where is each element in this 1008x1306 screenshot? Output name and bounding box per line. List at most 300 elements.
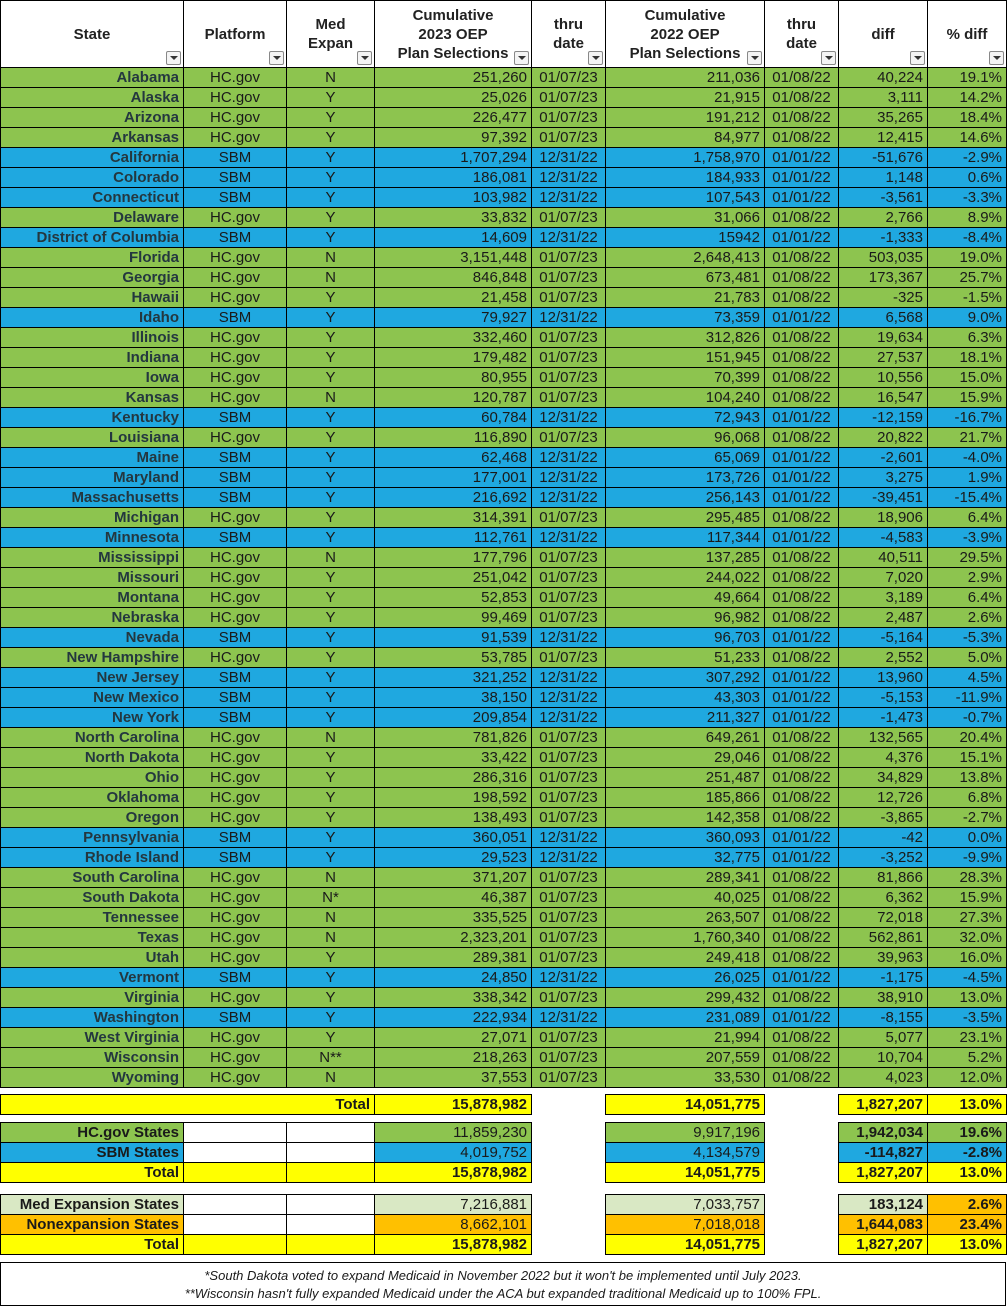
cell-cum-2022[interactable]: 142,358 [606,808,765,828]
cell-platform[interactable]: SBM [184,488,287,508]
cell-state[interactable]: Kentucky [1,408,184,428]
cell-thru-2022[interactable]: 01/08/22 [765,1048,839,1068]
cell-cum-2023[interactable]: 3,151,448 [375,248,532,268]
cell-thru-2023[interactable]: 01/07/23 [532,108,606,128]
cell-diff[interactable]: 3,189 [839,588,928,608]
cell-thru-2022[interactable]: 01/08/22 [765,268,839,288]
cell-diff[interactable]: -1,333 [839,228,928,248]
cell-thru-2023[interactable]: 12/31/22 [532,848,606,868]
cell-thru-2022[interactable]: 01/01/22 [765,168,839,188]
cell-pct-diff[interactable]: 27.3% [928,908,1007,928]
cell-cum-2023[interactable]: 781,826 [375,728,532,748]
cell-platform[interactable]: SBM [184,668,287,688]
cell-state[interactable]: Kansas [1,388,184,408]
cell-cum-2022[interactable]: 673,481 [606,268,765,288]
cell-cum-2022[interactable]: 360,093 [606,828,765,848]
cell-platform[interactable]: HC.gov [184,1068,287,1088]
cell-thru-2022[interactable]: 01/01/22 [765,1008,839,1028]
filter-dropdown-icon[interactable] [357,51,372,65]
cell-platform[interactable]: HC.gov [184,268,287,288]
cell-cum-2022[interactable]: 649,261 [606,728,765,748]
cell-thru-2023[interactable]: 01/07/23 [532,568,606,588]
cell-diff[interactable]: 3,111 [839,88,928,108]
cell-med-expan[interactable]: Y [287,1008,375,1028]
cell-thru-2023[interactable]: 12/31/22 [532,308,606,328]
cell-thru-2023[interactable]: 12/31/22 [532,1008,606,1028]
cell-diff[interactable]: 10,556 [839,368,928,388]
cell-cum-2023[interactable]: 138,493 [375,808,532,828]
cell-platform[interactable]: HC.gov [184,888,287,908]
cell-med-expan[interactable]: Y [287,1028,375,1048]
cell-thru-2022[interactable]: 01/08/22 [765,128,839,148]
cell-platform[interactable]: HC.gov [184,1048,287,1068]
cell-cum-2022[interactable]: 40,025 [606,888,765,908]
cell-diff[interactable]: 3,275 [839,468,928,488]
cell-thru-2022[interactable]: 01/08/22 [765,508,839,528]
cell-cum-2022[interactable]: 96,982 [606,608,765,628]
cell-diff[interactable]: 7,020 [839,568,928,588]
cell-pct-diff[interactable]: 1.9% [928,468,1007,488]
cell-pct-diff[interactable]: 19.1% [928,68,1007,88]
cell-thru-2022[interactable]: 01/08/22 [765,288,839,308]
cell-platform[interactable]: HC.gov [184,88,287,108]
cell-cum-2023[interactable]: 33,832 [375,208,532,228]
cell-thru-2022[interactable]: 01/01/22 [765,528,839,548]
cell-pct-diff[interactable]: 13.0% [928,988,1007,1008]
cell-diff[interactable]: 19,634 [839,328,928,348]
filter-dropdown-icon[interactable] [747,51,762,65]
cell-cum-2022[interactable]: 249,418 [606,948,765,968]
cell-platform[interactable]: SBM [184,848,287,868]
cell-cum-2023[interactable]: 97,392 [375,128,532,148]
cell-thru-2023[interactable]: 12/31/22 [532,528,606,548]
cell-state[interactable]: Tennessee [1,908,184,928]
cell-diff[interactable]: 12,726 [839,788,928,808]
cell-platform[interactable]: HC.gov [184,288,287,308]
cell-platform[interactable]: HC.gov [184,808,287,828]
cell-platform[interactable]: SBM [184,448,287,468]
cell-cum-2023[interactable]: 62,468 [375,448,532,468]
cell-thru-2023[interactable]: 12/31/22 [532,688,606,708]
cell-cum-2022[interactable]: 21,783 [606,288,765,308]
cell-thru-2022[interactable]: 01/08/22 [765,568,839,588]
cell-state[interactable]: Louisiana [1,428,184,448]
cell-med-expan[interactable]: Y [287,148,375,168]
cell-pct-diff[interactable]: 6.4% [928,508,1007,528]
cell-platform[interactable]: SBM [184,628,287,648]
cell-cum-2023[interactable]: 226,477 [375,108,532,128]
cell-med-expan[interactable]: Y [287,428,375,448]
cell-cum-2023[interactable]: 216,692 [375,488,532,508]
filter-dropdown-icon[interactable] [989,51,1004,65]
cell-state[interactable]: Indiana [1,348,184,368]
cell-state[interactable]: Arizona [1,108,184,128]
cell-diff[interactable]: 18,906 [839,508,928,528]
header-thru-2022[interactable]: thru date [765,1,839,68]
cell-pct-diff[interactable]: -9.9% [928,848,1007,868]
cell-platform[interactable]: HC.gov [184,788,287,808]
cell-cum-2023[interactable]: 112,761 [375,528,532,548]
cell-platform[interactable]: SBM [184,1008,287,1028]
cell-med-expan[interactable]: Y [287,308,375,328]
filter-dropdown-icon[interactable] [821,51,836,65]
cell-platform[interactable]: HC.gov [184,348,287,368]
cell-cum-2023[interactable]: 177,796 [375,548,532,568]
cell-med-expan[interactable]: Y [287,348,375,368]
cell-diff[interactable]: 132,565 [839,728,928,748]
cell-cum-2022[interactable]: 43,303 [606,688,765,708]
cell-cum-2023[interactable]: 103,982 [375,188,532,208]
cell-pct-diff[interactable]: 15.9% [928,388,1007,408]
cell-pct-diff[interactable]: 9.0% [928,308,1007,328]
cell-med-expan[interactable]: Y [287,768,375,788]
cell-cum-2023[interactable]: 314,391 [375,508,532,528]
cell-platform[interactable]: HC.gov [184,428,287,448]
cell-thru-2023[interactable]: 01/07/23 [532,88,606,108]
cell-cum-2022[interactable]: 312,826 [606,328,765,348]
cell-med-expan[interactable]: Y [287,528,375,548]
cell-med-expan[interactable]: Y [287,948,375,968]
cell-cum-2022[interactable]: 137,285 [606,548,765,568]
cell-cum-2022[interactable]: 84,977 [606,128,765,148]
cell-med-expan[interactable]: N [287,548,375,568]
cell-state[interactable]: Hawaii [1,288,184,308]
cell-pct-diff[interactable]: -3.5% [928,1008,1007,1028]
cell-platform[interactable]: HC.gov [184,208,287,228]
cell-state[interactable]: South Dakota [1,888,184,908]
cell-diff[interactable]: -3,865 [839,808,928,828]
cell-cum-2023[interactable]: 846,848 [375,268,532,288]
cell-state[interactable]: North Carolina [1,728,184,748]
cell-pct-diff[interactable]: -4.5% [928,968,1007,988]
cell-pct-diff[interactable]: 18.4% [928,108,1007,128]
cell-cum-2022[interactable]: 21,915 [606,88,765,108]
cell-thru-2022[interactable]: 01/08/22 [765,348,839,368]
cell-state[interactable]: Connecticut [1,188,184,208]
cell-platform[interactable]: HC.gov [184,368,287,388]
filter-dropdown-icon[interactable] [269,51,284,65]
header-cum-2023[interactable]: Cumulative 2023 OEP Plan Selections [375,1,532,68]
cell-cum-2022[interactable]: 49,664 [606,588,765,608]
cell-diff[interactable]: 562,861 [839,928,928,948]
cell-med-expan[interactable]: Y [287,508,375,528]
cell-cum-2023[interactable]: 209,854 [375,708,532,728]
cell-state[interactable]: Oregon [1,808,184,828]
cell-platform[interactable]: SBM [184,828,287,848]
cell-state[interactable]: North Dakota [1,748,184,768]
cell-diff[interactable]: -8,155 [839,1008,928,1028]
cell-cum-2022[interactable]: 1,760,340 [606,928,765,948]
cell-thru-2022[interactable]: 01/08/22 [765,908,839,928]
cell-thru-2023[interactable]: 01/07/23 [532,1048,606,1068]
cell-pct-diff[interactable]: 15.9% [928,888,1007,908]
cell-cum-2023[interactable]: 24,850 [375,968,532,988]
cell-med-expan[interactable]: Y [287,368,375,388]
cell-state[interactable]: Massachusetts [1,488,184,508]
cell-thru-2022[interactable]: 01/01/22 [765,668,839,688]
cell-cum-2023[interactable]: 1,707,294 [375,148,532,168]
cell-med-expan[interactable]: N [287,388,375,408]
cell-platform[interactable]: HC.gov [184,748,287,768]
cell-med-expan[interactable]: Y [287,808,375,828]
cell-thru-2023[interactable]: 01/07/23 [532,768,606,788]
cell-thru-2023[interactable]: 12/31/22 [532,468,606,488]
cell-diff[interactable]: -39,451 [839,488,928,508]
cell-thru-2022[interactable]: 01/08/22 [765,808,839,828]
cell-pct-diff[interactable]: 14.6% [928,128,1007,148]
cell-cum-2022[interactable]: 244,022 [606,568,765,588]
cell-diff[interactable]: -51,676 [839,148,928,168]
cell-thru-2023[interactable]: 01/07/23 [532,728,606,748]
cell-cum-2023[interactable]: 25,026 [375,88,532,108]
header-cum-2022[interactable]: Cumulative 2022 OEP Plan Selections [606,1,765,68]
cell-cum-2022[interactable]: 256,143 [606,488,765,508]
cell-cum-2022[interactable]: 72,943 [606,408,765,428]
cell-thru-2023[interactable]: 12/31/22 [532,628,606,648]
cell-diff[interactable]: -3,252 [839,848,928,868]
cell-platform[interactable]: SBM [184,528,287,548]
cell-cum-2023[interactable]: 38,150 [375,688,532,708]
cell-platform[interactable]: SBM [184,408,287,428]
cell-thru-2023[interactable]: 01/07/23 [532,248,606,268]
cell-pct-diff[interactable]: 0.0% [928,828,1007,848]
cell-state[interactable]: Iowa [1,368,184,388]
cell-thru-2022[interactable]: 01/08/22 [765,728,839,748]
cell-state[interactable]: Texas [1,928,184,948]
cell-platform[interactable]: HC.gov [184,948,287,968]
cell-med-expan[interactable]: Y [287,228,375,248]
cell-pct-diff[interactable]: 6.3% [928,328,1007,348]
cell-thru-2022[interactable]: 01/08/22 [765,68,839,88]
cell-thru-2022[interactable]: 01/08/22 [765,388,839,408]
cell-cum-2023[interactable]: 360,051 [375,828,532,848]
cell-thru-2023[interactable]: 01/07/23 [532,68,606,88]
cell-state[interactable]: Michigan [1,508,184,528]
cell-state[interactable]: Florida [1,248,184,268]
cell-state[interactable]: New Hampshire [1,648,184,668]
cell-cum-2023[interactable]: 177,001 [375,468,532,488]
cell-med-expan[interactable]: N [287,268,375,288]
cell-thru-2023[interactable]: 12/31/22 [532,708,606,728]
cell-med-expan[interactable]: Y [287,628,375,648]
cell-state[interactable]: California [1,148,184,168]
cell-cum-2022[interactable]: 15942 [606,228,765,248]
cell-thru-2022[interactable]: 01/08/22 [765,888,839,908]
cell-thru-2022[interactable]: 01/08/22 [765,788,839,808]
cell-diff[interactable]: -4,583 [839,528,928,548]
cell-diff[interactable]: 6,362 [839,888,928,908]
cell-cum-2022[interactable]: 70,399 [606,368,765,388]
cell-state[interactable]: New Jersey [1,668,184,688]
cell-diff[interactable]: 2,552 [839,648,928,668]
cell-state[interactable]: Delaware [1,208,184,228]
cell-state[interactable]: Mississippi [1,548,184,568]
cell-platform[interactable]: HC.gov [184,588,287,608]
cell-pct-diff[interactable]: 15.0% [928,368,1007,388]
cell-cum-2023[interactable]: 251,260 [375,68,532,88]
cell-thru-2022[interactable]: 01/01/22 [765,308,839,328]
cell-thru-2023[interactable]: 12/31/22 [532,968,606,988]
cell-state[interactable]: Utah [1,948,184,968]
cell-thru-2022[interactable]: 01/01/22 [765,228,839,248]
cell-med-expan[interactable]: N [287,728,375,748]
cell-platform[interactable]: HC.gov [184,328,287,348]
cell-cum-2023[interactable]: 120,787 [375,388,532,408]
cell-thru-2022[interactable]: 01/01/22 [765,408,839,428]
cell-thru-2022[interactable]: 01/08/22 [765,928,839,948]
cell-diff[interactable]: -5,164 [839,628,928,648]
cell-thru-2023[interactable]: 01/07/23 [532,328,606,348]
cell-diff[interactable]: -325 [839,288,928,308]
cell-pct-diff[interactable]: 13.8% [928,768,1007,788]
cell-diff[interactable]: 503,035 [839,248,928,268]
cell-med-expan[interactable]: Y [287,588,375,608]
cell-thru-2022[interactable]: 01/01/22 [765,448,839,468]
cell-thru-2023[interactable]: 01/07/23 [532,128,606,148]
cell-state[interactable]: Colorado [1,168,184,188]
cell-cum-2022[interactable]: 51,233 [606,648,765,668]
sort-filter-icon[interactable] [166,51,181,65]
cell-med-expan[interactable]: N [287,1068,375,1088]
cell-diff[interactable]: 1,148 [839,168,928,188]
cell-med-expan[interactable]: Y [287,568,375,588]
cell-diff[interactable]: -2,601 [839,448,928,468]
cell-med-expan[interactable]: Y [287,788,375,808]
cell-diff[interactable]: 39,963 [839,948,928,968]
cell-state[interactable]: Illinois [1,328,184,348]
cell-pct-diff[interactable]: 14.2% [928,88,1007,108]
cell-thru-2023[interactable]: 01/07/23 [532,748,606,768]
cell-state[interactable]: Ohio [1,768,184,788]
cell-cum-2023[interactable]: 116,890 [375,428,532,448]
cell-med-expan[interactable]: Y [287,448,375,468]
cell-pct-diff[interactable]: -0.7% [928,708,1007,728]
cell-platform[interactable]: HC.gov [184,868,287,888]
cell-cum-2023[interactable]: 53,785 [375,648,532,668]
cell-thru-2022[interactable]: 01/08/22 [765,648,839,668]
cell-state[interactable]: Washington [1,1008,184,1028]
cell-diff[interactable]: 10,704 [839,1048,928,1068]
cell-state[interactable]: Alabama [1,68,184,88]
cell-platform[interactable]: SBM [184,148,287,168]
cell-pct-diff[interactable]: -4.0% [928,448,1007,468]
cell-thru-2022[interactable]: 01/08/22 [765,948,839,968]
cell-platform[interactable]: HC.gov [184,108,287,128]
cell-med-expan[interactable]: Y [287,188,375,208]
cell-med-expan[interactable]: Y [287,708,375,728]
cell-cum-2023[interactable]: 14,609 [375,228,532,248]
cell-thru-2022[interactable]: 01/01/22 [765,708,839,728]
cell-med-expan[interactable]: N [287,928,375,948]
cell-cum-2022[interactable]: 151,945 [606,348,765,368]
cell-cum-2022[interactable]: 21,994 [606,1028,765,1048]
cell-cum-2022[interactable]: 211,036 [606,68,765,88]
cell-diff[interactable]: 4,023 [839,1068,928,1088]
cell-platform[interactable]: SBM [184,688,287,708]
cell-platform[interactable]: SBM [184,468,287,488]
cell-cum-2022[interactable]: 231,089 [606,1008,765,1028]
cell-state[interactable]: Georgia [1,268,184,288]
cell-thru-2023[interactable]: 01/07/23 [532,588,606,608]
cell-state[interactable]: New York [1,708,184,728]
cell-thru-2023[interactable]: 01/07/23 [532,1028,606,1048]
cell-thru-2022[interactable]: 01/01/22 [765,188,839,208]
cell-state[interactable]: Montana [1,588,184,608]
cell-diff[interactable]: -3,561 [839,188,928,208]
cell-thru-2023[interactable]: 01/07/23 [532,988,606,1008]
cell-cum-2022[interactable]: 117,344 [606,528,765,548]
cell-thru-2022[interactable]: 01/01/22 [765,468,839,488]
cell-thru-2023[interactable]: 01/07/23 [532,508,606,528]
cell-state[interactable]: District of Columbia [1,228,184,248]
cell-diff[interactable]: 40,511 [839,548,928,568]
cell-thru-2022[interactable]: 01/08/22 [765,548,839,568]
cell-thru-2023[interactable]: 12/31/22 [532,148,606,168]
cell-thru-2023[interactable]: 01/07/23 [532,788,606,808]
cell-cum-2023[interactable]: 289,381 [375,948,532,968]
cell-state[interactable]: Pennsylvania [1,828,184,848]
cell-thru-2023[interactable]: 12/31/22 [532,448,606,468]
cell-cum-2023[interactable]: 52,853 [375,588,532,608]
cell-diff[interactable]: 38,910 [839,988,928,1008]
cell-cum-2022[interactable]: 73,359 [606,308,765,328]
cell-state[interactable]: Wyoming [1,1068,184,1088]
cell-cum-2022[interactable]: 184,933 [606,168,765,188]
filter-dropdown-icon[interactable] [910,51,925,65]
cell-pct-diff[interactable]: -3.9% [928,528,1007,548]
cell-thru-2022[interactable]: 01/08/22 [765,748,839,768]
header-platform[interactable]: Platform [184,1,287,68]
cell-pct-diff[interactable]: -16.7% [928,408,1007,428]
cell-diff[interactable]: 2,487 [839,608,928,628]
cell-thru-2022[interactable]: 01/08/22 [765,368,839,388]
cell-platform[interactable]: HC.gov [184,1028,287,1048]
cell-cum-2023[interactable]: 27,071 [375,1028,532,1048]
cell-pct-diff[interactable]: 5.0% [928,648,1007,668]
cell-med-expan[interactable]: Y [287,468,375,488]
cell-pct-diff[interactable]: 19.0% [928,248,1007,268]
cell-med-expan[interactable]: Y [287,168,375,188]
cell-cum-2022[interactable]: 295,485 [606,508,765,528]
cell-thru-2022[interactable]: 01/08/22 [765,988,839,1008]
cell-thru-2022[interactable]: 01/01/22 [765,828,839,848]
cell-diff[interactable]: -1,473 [839,708,928,728]
cell-pct-diff[interactable]: -11.9% [928,688,1007,708]
cell-cum-2022[interactable]: 307,292 [606,668,765,688]
cell-cum-2022[interactable]: 104,240 [606,388,765,408]
cell-cum-2022[interactable]: 173,726 [606,468,765,488]
cell-diff[interactable]: 6,568 [839,308,928,328]
cell-thru-2022[interactable]: 01/08/22 [765,588,839,608]
cell-thru-2022[interactable]: 01/01/22 [765,688,839,708]
cell-state[interactable]: Nevada [1,628,184,648]
cell-state[interactable]: Oklahoma [1,788,184,808]
cell-diff[interactable]: 4,376 [839,748,928,768]
cell-cum-2023[interactable]: 60,784 [375,408,532,428]
cell-diff[interactable]: 2,766 [839,208,928,228]
header-med-expan[interactable]: Med Expan [287,1,375,68]
cell-thru-2022[interactable]: 01/08/22 [765,428,839,448]
cell-thru-2023[interactable]: 01/07/23 [532,948,606,968]
cell-state[interactable]: Nebraska [1,608,184,628]
cell-diff[interactable]: -1,175 [839,968,928,988]
cell-state[interactable]: Arkansas [1,128,184,148]
cell-diff[interactable]: 16,547 [839,388,928,408]
cell-med-expan[interactable]: N [287,908,375,928]
cell-state[interactable]: South Carolina [1,868,184,888]
cell-pct-diff[interactable]: 16.0% [928,948,1007,968]
cell-thru-2023[interactable]: 01/07/23 [532,288,606,308]
